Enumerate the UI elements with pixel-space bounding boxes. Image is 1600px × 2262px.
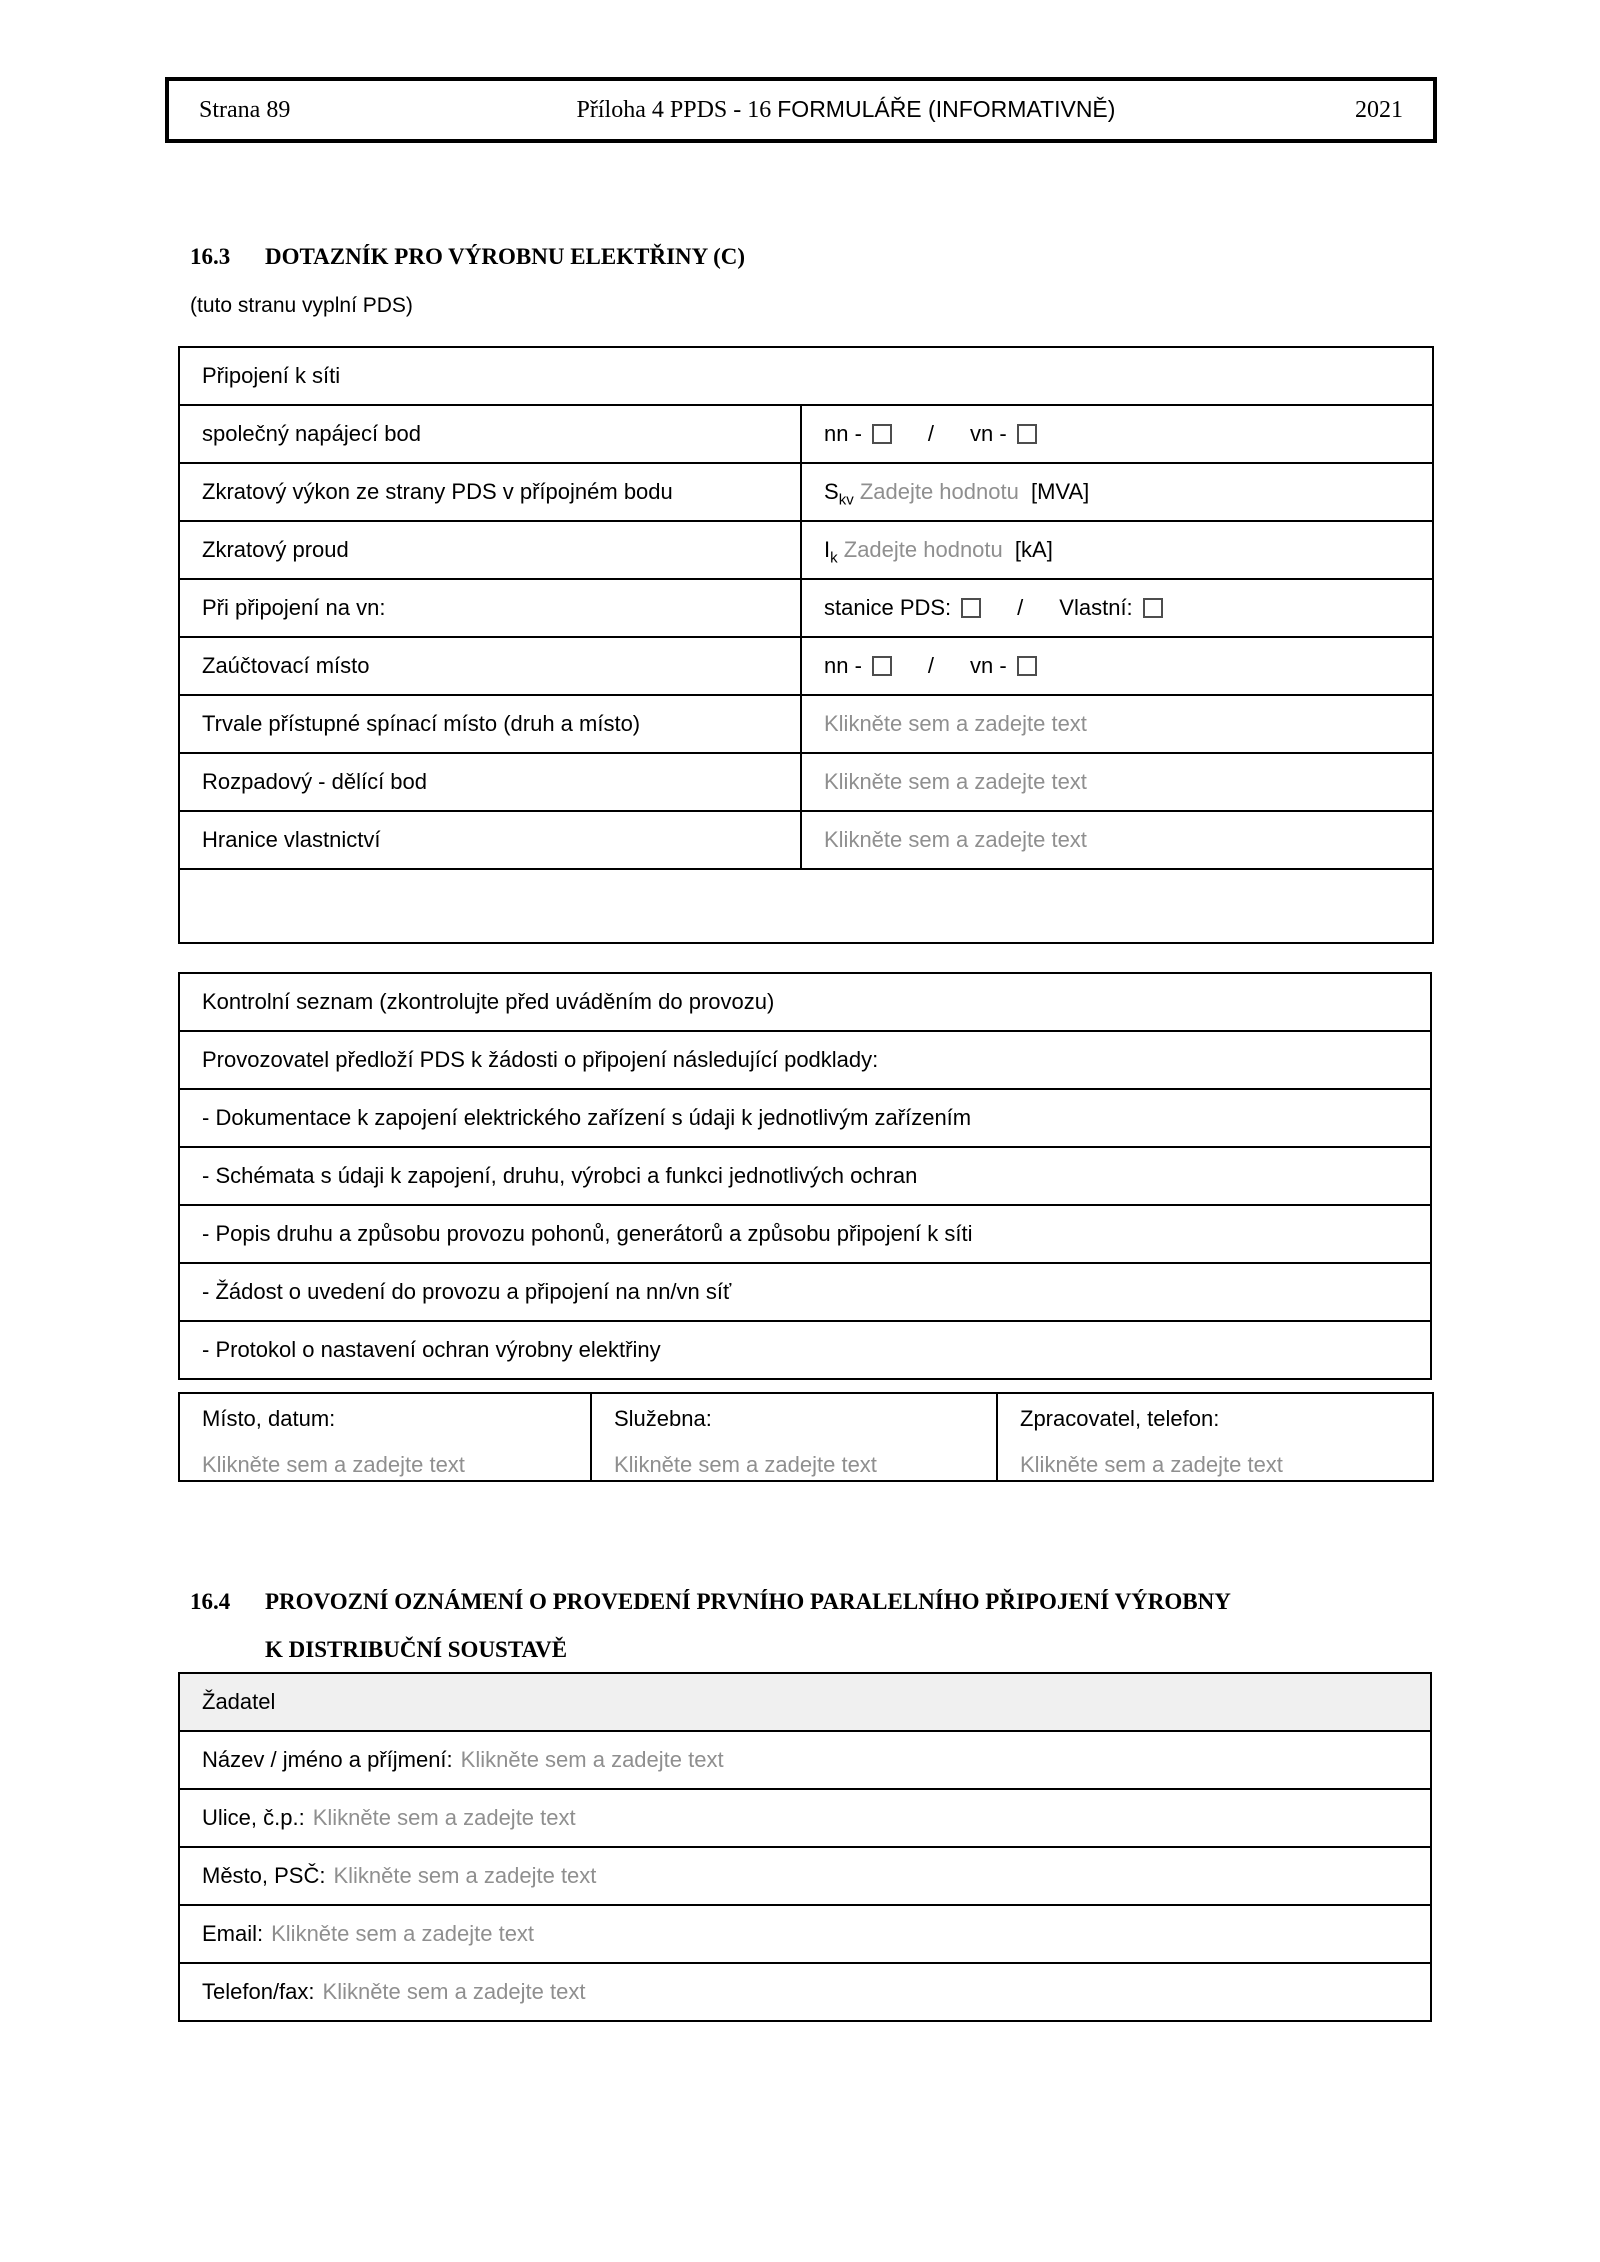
text-placeholder[interactable]: Klikněte sem a zadejte text bbox=[824, 769, 1087, 794]
quantity-symbol: $S_{kv}$ bbox=[824, 479, 854, 509]
section-title-line1: PROVOZNÍ OZNÁMENÍ O PROVEDENÍ PRVNÍHO PARALELNÍHO PŘIPOJENÍ VÝROBNY bbox=[265, 1589, 1231, 1614]
text-field bbox=[801, 811, 1433, 869]
checkbox-label: vn - bbox=[970, 653, 1007, 678]
table-row bbox=[179, 973, 1431, 1031]
header-title-sans: FORMULÁŘE (INFORMATIVNĚ) bbox=[777, 96, 1116, 122]
page-header bbox=[165, 77, 1437, 143]
value-placeholder[interactable]: Zadejte hodnotu bbox=[859, 479, 1019, 504]
checkbox-label: vn - bbox=[970, 421, 1007, 446]
table-row bbox=[179, 1031, 1431, 1089]
table-row bbox=[179, 811, 1433, 869]
checklist-item: - Dokumentace k zapojení elektrického zařízení s údaji k jednotlivým zařízením bbox=[179, 1089, 1431, 1147]
table-row bbox=[179, 1789, 1431, 1847]
section-number: 16.4 bbox=[190, 1589, 231, 1614]
separator: / bbox=[927, 653, 935, 678]
separator: / bbox=[927, 421, 935, 446]
signature-label: Místo, datum: bbox=[202, 1406, 336, 1431]
cell-label: společný napájecí bod bbox=[179, 405, 801, 463]
cell-label: Zkratový výkon ze strany PDS v přípojném bodu bbox=[179, 463, 801, 521]
applicant-field bbox=[179, 1731, 1431, 1789]
field-label: Ulice, č.p.: bbox=[202, 1805, 305, 1830]
checklist-table bbox=[178, 972, 1432, 1380]
connection-table bbox=[178, 346, 1434, 944]
table-row bbox=[179, 1205, 1431, 1263]
table-row bbox=[179, 1263, 1431, 1321]
cell-label: Rozpadový - dělící bod bbox=[179, 753, 801, 811]
table-row bbox=[179, 1673, 1431, 1731]
header-title-serif: Příloha 4 PPDS - 16 bbox=[576, 97, 778, 123]
table-row bbox=[179, 579, 1433, 637]
applicant-field bbox=[179, 1905, 1431, 1963]
text-placeholder[interactable]: Klikněte sem a zadejte text bbox=[333, 1863, 597, 1888]
value-field bbox=[801, 463, 1433, 521]
applicant-header: Žadatel bbox=[179, 1673, 1431, 1731]
text-placeholder[interactable]: Klikněte sem a zadejte text bbox=[614, 1452, 877, 1477]
signature-cell bbox=[997, 1393, 1433, 1481]
cell-label: Trvale přístupné spínací místo (druh a místo) bbox=[179, 695, 801, 753]
applicant-field bbox=[179, 1963, 1431, 2021]
signature-cell bbox=[179, 1393, 591, 1481]
applicant-field bbox=[179, 1789, 1431, 1847]
section-title: DOTAZNÍK PRO VÝROBNU ELEKTŘINY (C) bbox=[265, 244, 746, 269]
field-label: Email: bbox=[202, 1921, 264, 1946]
checklist-item: - Žádost o uvedení do provozu a připojení na nn/vn síť bbox=[179, 1263, 1431, 1321]
checkbox-icon[interactable] bbox=[1143, 598, 1163, 618]
cell-label: Zaúčtovací místo bbox=[179, 637, 801, 695]
table-row bbox=[179, 1321, 1431, 1379]
cell-label: Zkratový proud bbox=[179, 521, 801, 579]
header-title bbox=[369, 96, 1323, 124]
header-year: 2021 bbox=[1355, 96, 1403, 123]
cell-label: Hranice vlastnictví bbox=[179, 811, 801, 869]
text-field bbox=[801, 695, 1433, 753]
unit-label: [MVA] bbox=[1030, 479, 1090, 504]
checkbox-icon[interactable] bbox=[961, 598, 981, 618]
checklist-item: - Protokol o nastavení ochran výrobny elektřiny bbox=[179, 1321, 1431, 1379]
table-row bbox=[179, 1905, 1431, 1963]
table-row bbox=[179, 463, 1433, 521]
text-placeholder[interactable]: Klikněte sem a zadejte text bbox=[271, 1921, 535, 1946]
empty-cell bbox=[179, 869, 1433, 943]
signature-table bbox=[178, 1392, 1434, 1482]
field-label: Telefon/fax: bbox=[202, 1979, 315, 2004]
separator: / bbox=[1017, 595, 1024, 620]
section-number: 16.3 bbox=[190, 244, 231, 269]
checkbox-icon[interactable] bbox=[872, 424, 892, 444]
table-row bbox=[179, 1847, 1431, 1905]
page-number: Strana 89 bbox=[199, 96, 291, 123]
table-row bbox=[179, 1147, 1431, 1205]
signature-label: Zpracovatel, telefon: bbox=[1020, 1406, 1220, 1431]
checkbox-icon[interactable] bbox=[872, 656, 892, 676]
text-placeholder[interactable]: Klikněte sem a zadejte text bbox=[202, 1452, 465, 1477]
checkbox-label: nn - bbox=[824, 421, 862, 446]
value-placeholder[interactable]: Zadejte hodnotu bbox=[843, 537, 1003, 562]
table-section-header: Připojení k síti bbox=[179, 347, 1433, 405]
checkbox-icon[interactable] bbox=[1017, 656, 1037, 676]
checklist-header: Kontrolní seznam (zkontrolujte před uváděním do provozu) bbox=[179, 973, 1431, 1031]
text-field bbox=[801, 753, 1433, 811]
field-label: Název / jméno a příjmení: bbox=[202, 1747, 453, 1772]
unit-label: [kA] bbox=[1014, 537, 1053, 562]
section-title-line2: K DISTRIBUČNÍ SOUSTAVĚ bbox=[265, 1637, 568, 1663]
applicant-table bbox=[178, 1672, 1432, 2022]
section-16-3-subtitle: (tuto stranu vyplní PDS) bbox=[190, 294, 413, 317]
checkbox-pair-field bbox=[801, 637, 1433, 695]
table-row bbox=[179, 521, 1433, 579]
text-placeholder[interactable]: Klikněte sem a zadejte text bbox=[312, 1805, 576, 1830]
checklist-item: - Popis druhu a způsobu provozu pohonů, generátorů a způsobu připojení k síti bbox=[179, 1205, 1431, 1263]
text-placeholder[interactable]: Klikněte sem a zadejte text bbox=[824, 711, 1087, 736]
table-row bbox=[179, 1963, 1431, 2021]
table-row bbox=[179, 1393, 1433, 1481]
section-16-4-heading bbox=[190, 1578, 1231, 1675]
field-label: Město, PSČ: bbox=[202, 1863, 326, 1888]
cell-label: Při připojení na vn: bbox=[179, 579, 801, 637]
checkbox-pair-field bbox=[801, 579, 1433, 637]
checkbox-icon[interactable] bbox=[1017, 424, 1037, 444]
applicant-field bbox=[179, 1847, 1431, 1905]
section-title bbox=[265, 1578, 1231, 1675]
checkbox-pair-field bbox=[801, 405, 1433, 463]
text-placeholder[interactable]: Klikněte sem a zadejte text bbox=[824, 827, 1087, 852]
table-row bbox=[179, 637, 1433, 695]
text-placeholder[interactable]: Klikněte sem a zadejte text bbox=[1020, 1452, 1283, 1477]
table-row bbox=[179, 405, 1433, 463]
table-row bbox=[179, 1731, 1431, 1789]
checklist-intro: Provozovatel předloží PDS k žádosti o připojení následující podklady: bbox=[179, 1031, 1431, 1089]
value-field bbox=[801, 521, 1433, 579]
table-row bbox=[179, 695, 1433, 753]
checkbox-label: stanice PDS: bbox=[824, 595, 952, 620]
table-row-empty bbox=[179, 869, 1433, 943]
checkbox-label: nn - bbox=[824, 653, 862, 678]
table-row bbox=[179, 347, 1433, 405]
checkbox-label: Vlastní: bbox=[1059, 595, 1133, 620]
signature-cell bbox=[591, 1393, 997, 1481]
checklist-item: - Schémata s údaji k zapojení, druhu, výrobci a funkci jednotlivých ochran bbox=[179, 1147, 1431, 1205]
text-placeholder[interactable]: Klikněte sem a zadejte text bbox=[322, 1979, 586, 2004]
section-16-3-heading bbox=[190, 245, 745, 268]
table-row bbox=[179, 1089, 1431, 1147]
signature-label: Služebna: bbox=[614, 1406, 712, 1431]
text-placeholder[interactable]: Klikněte sem a zadejte text bbox=[460, 1747, 724, 1772]
quantity-symbol: $I_k$ bbox=[824, 537, 838, 567]
table-row bbox=[179, 753, 1433, 811]
